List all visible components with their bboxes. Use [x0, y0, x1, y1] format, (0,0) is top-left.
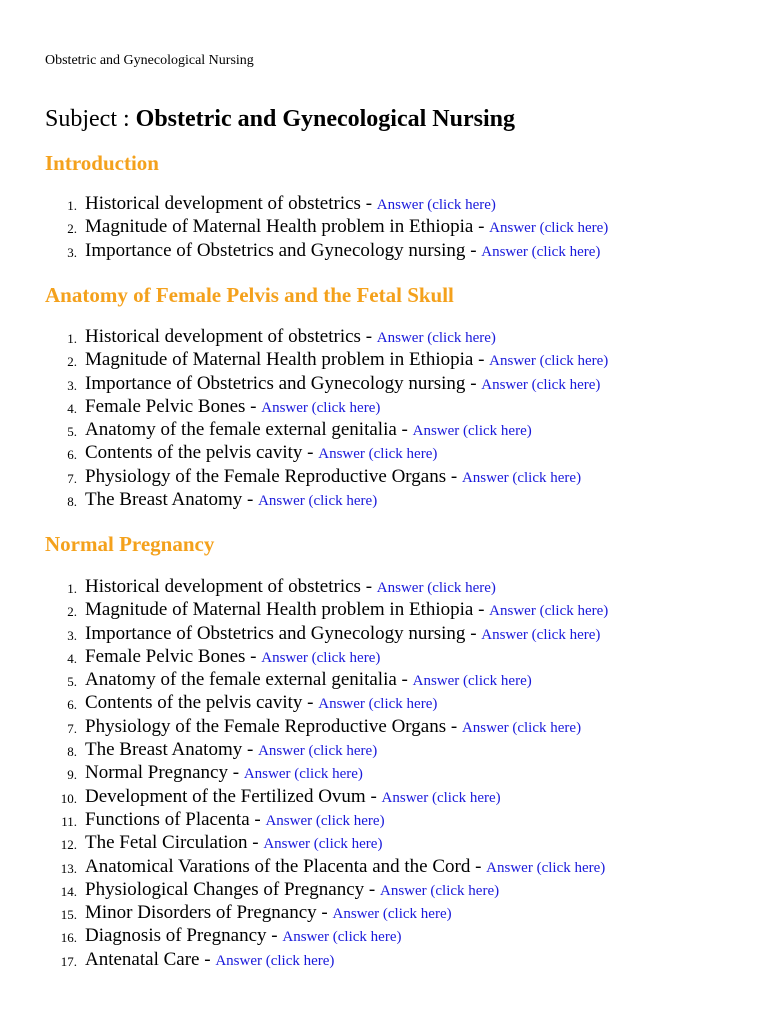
- item-title: [85, 466, 581, 489]
- running-header: Obstetric and Gynecological Nursing: [45, 53, 254, 68]
- list-item: [45, 442, 745, 465]
- topic-label: Historical development of obstetrics: [85, 326, 361, 347]
- topic-list: [45, 193, 745, 263]
- separator: -: [446, 715, 462, 737]
- answer-link[interactable]: Answer (click here): [379, 882, 500, 899]
- separator: -: [360, 576, 377, 597]
- item-title: [85, 879, 499, 902]
- separator: -: [199, 948, 216, 970]
- answer-link[interactable]: Answer (click here): [381, 789, 501, 806]
- list-item: [45, 716, 745, 739]
- separator: -: [360, 193, 377, 214]
- answer-link[interactable]: Answer (click here): [332, 906, 452, 923]
- item-title: [85, 809, 385, 832]
- topic-label: Historical development of obstetrics: [85, 576, 361, 597]
- topic-label: Anatomy of the female external genitalia: [85, 419, 397, 441]
- list-item: [45, 762, 745, 785]
- item-title: [85, 419, 532, 442]
- item-number: 2.: [67, 221, 77, 237]
- item-number: 2.: [67, 604, 77, 620]
- separator: -: [302, 692, 319, 714]
- topic-label: Magnitude of Maternal Health problem in Ethiopia: [85, 349, 474, 371]
- item-title: [85, 716, 581, 739]
- separator: -: [470, 855, 487, 877]
- answer-link[interactable]: Answer (click here): [263, 836, 383, 853]
- section-anatomy: [45, 282, 745, 512]
- item-title: [85, 373, 600, 396]
- answer-link[interactable]: Answer (click here): [258, 743, 378, 760]
- subject-line: [45, 104, 515, 134]
- list-item: [45, 326, 745, 349]
- item-number: 10.: [60, 790, 77, 806]
- separator: -: [302, 442, 319, 464]
- separator: -: [364, 878, 380, 900]
- item-title: [85, 216, 608, 239]
- list-item: [45, 396, 745, 419]
- item-number: 12.: [60, 837, 77, 853]
- topic-label: The Fetal Circulation: [85, 832, 248, 854]
- item-number: 1.: [67, 581, 77, 596]
- answer-link[interactable]: Answer (click here): [376, 197, 496, 213]
- list-item: [45, 925, 745, 948]
- topic-label: Contents of the pelvis cavity: [85, 692, 303, 714]
- item-title: [85, 349, 608, 372]
- answer-link[interactable]: Answer (click here): [412, 423, 532, 440]
- topic-label: Female Pelvic Bones: [85, 645, 246, 667]
- answer-link[interactable]: Answer (click here): [481, 243, 601, 260]
- item-title: [85, 925, 401, 948]
- topic-label: Normal Pregnancy: [85, 762, 228, 784]
- section-heading: Introduction: [45, 151, 159, 175]
- separator: -: [245, 645, 262, 667]
- item-title: [85, 442, 437, 465]
- item-number: 7.: [67, 470, 77, 486]
- answer-link[interactable]: Answer (click here): [261, 649, 381, 666]
- item-title: [85, 396, 380, 419]
- answer-link[interactable]: Answer (click here): [461, 719, 582, 736]
- item-title: [85, 856, 605, 879]
- topic-label: The Breast Anatomy: [85, 489, 243, 511]
- item-number: 4.: [67, 650, 77, 666]
- list-item: [45, 240, 745, 263]
- item-title: [85, 762, 363, 785]
- item-number: 6.: [67, 447, 77, 463]
- topic-label: Contents of the pelvis cavity: [85, 442, 303, 464]
- list-item: [45, 879, 745, 902]
- topic-label: Development of the Fertilized Ovum: [85, 785, 366, 807]
- list-item: [45, 623, 745, 646]
- section-introduction: [45, 150, 745, 263]
- item-number: 8.: [67, 744, 77, 760]
- answer-link[interactable]: Answer (click here): [265, 812, 385, 829]
- item-title: [85, 489, 377, 512]
- topic-label: Importance of Obstetrics and Gynecology nursing: [85, 622, 466, 644]
- answer-link[interactable]: Answer (click here): [461, 469, 582, 486]
- list-item: [45, 739, 745, 762]
- topic-label: Physiological Changes of Pregnancy: [85, 878, 365, 900]
- section-normal-pregnancy: [45, 531, 745, 972]
- list-item: [45, 902, 745, 925]
- separator: -: [245, 395, 262, 417]
- answer-link[interactable]: Answer (click here): [489, 603, 609, 620]
- item-number: 3.: [67, 627, 77, 643]
- topic-list: [45, 576, 745, 972]
- answer-link[interactable]: Answer (click here): [376, 580, 496, 596]
- topic-label: Diagnosis of Pregnancy: [85, 925, 267, 947]
- list-item: [45, 419, 745, 442]
- item-number: 5.: [67, 674, 77, 690]
- list-item: [45, 786, 745, 809]
- topic-label: Historical development of obstetrics: [85, 193, 361, 214]
- item-title: [85, 623, 600, 646]
- answer-link[interactable]: Answer (click here): [489, 220, 609, 237]
- separator: -: [446, 465, 462, 487]
- answer-link[interactable]: Answer (click here): [318, 696, 438, 713]
- item-title: [85, 902, 452, 925]
- item-number: 7.: [67, 720, 77, 736]
- list-item: [45, 466, 745, 489]
- separator: -: [249, 808, 266, 830]
- list-item: [45, 373, 745, 396]
- list-item: [45, 216, 745, 239]
- item-title: [85, 193, 496, 216]
- separator: -: [396, 419, 413, 441]
- item-title: [85, 646, 380, 669]
- item-number: 1.: [67, 331, 77, 346]
- topic-label: Importance of Obstetrics and Gynecology nursing: [85, 239, 466, 261]
- item-number: 11.: [61, 813, 77, 829]
- topic-label: Physiology of the Female Reproductive Organs: [85, 715, 447, 737]
- answer-link[interactable]: Answer (click here): [412, 673, 532, 690]
- item-title: [85, 739, 377, 762]
- topic-label: Female Pelvic Bones: [85, 395, 246, 417]
- item-number: 13.: [60, 860, 77, 876]
- list-item: [45, 809, 745, 832]
- list-item: [45, 599, 745, 622]
- separator: -: [465, 622, 482, 644]
- answer-link[interactable]: Answer (click here): [258, 493, 378, 510]
- topic-label: Minor Disorders of Pregnancy: [85, 902, 317, 924]
- topic-label: The Breast Anatomy: [85, 739, 243, 761]
- list-item: [45, 669, 745, 692]
- section-heading: Anatomy of Female Pelvis and the Fetal Skull: [45, 283, 454, 307]
- list-item: [45, 193, 745, 216]
- answer-link[interactable]: Answer (click here): [486, 859, 606, 876]
- separator: -: [360, 326, 377, 347]
- list-item: [45, 646, 745, 669]
- topic-label: Functions of Placenta: [85, 808, 250, 830]
- item-number: 6.: [67, 697, 77, 713]
- answer-link[interactable]: Answer (click here): [243, 766, 363, 783]
- item-title: [85, 669, 532, 692]
- answer-link[interactable]: Answer (click here): [261, 399, 381, 416]
- list-item: [45, 692, 745, 715]
- item-title: [85, 599, 608, 622]
- item-number: 15.: [60, 907, 77, 923]
- separator: -: [227, 762, 244, 784]
- item-number: 3.: [67, 377, 77, 393]
- item-title: [85, 326, 496, 349]
- item-number: 4.: [67, 400, 77, 416]
- answer-link[interactable]: Answer (click here): [481, 376, 601, 393]
- topic-label: Magnitude of Maternal Health problem in Ethiopia: [85, 599, 474, 621]
- item-title: [85, 576, 496, 599]
- list-item: [45, 489, 745, 512]
- item-number: 5.: [67, 424, 77, 440]
- item-number: 3.: [67, 244, 77, 260]
- item-number: 2.: [67, 354, 77, 370]
- separator: -: [247, 832, 264, 854]
- subject-title: Obstetric and Gynecological Nursing: [135, 106, 515, 132]
- item-number: 17.: [60, 953, 77, 969]
- separator: -: [473, 599, 490, 621]
- topic-label: Antenatal Care: [85, 948, 200, 970]
- separator: -: [242, 739, 259, 761]
- separator: -: [465, 239, 482, 261]
- item-title: [85, 832, 382, 855]
- item-title: [85, 240, 600, 263]
- topic-label: Magnitude of Maternal Health problem in Ethiopia: [85, 216, 474, 238]
- answer-link[interactable]: Answer (click here): [489, 353, 609, 370]
- item-number: 1.: [67, 198, 77, 213]
- list-item: [45, 856, 745, 879]
- list-item: [45, 949, 745, 972]
- answer-link[interactable]: Answer (click here): [318, 446, 438, 463]
- separator: -: [396, 669, 413, 691]
- item-number: 16.: [60, 930, 77, 946]
- item-number: 8.: [67, 494, 77, 510]
- topic-label: Anatomy of the female external genitalia: [85, 669, 397, 691]
- separator: -: [365, 785, 382, 807]
- topic-list: [45, 326, 745, 512]
- topic-label: Anatomical Varations of the Placenta and the Cord: [85, 855, 471, 877]
- answer-link[interactable]: Answer (click here): [215, 952, 335, 969]
- item-title: [85, 692, 437, 715]
- list-item: [45, 349, 745, 372]
- separator: -: [473, 349, 490, 371]
- item-number: 9.: [67, 767, 77, 783]
- list-item: [45, 832, 745, 855]
- separator: -: [465, 372, 482, 394]
- separator: -: [316, 902, 333, 924]
- answer-link[interactable]: Answer (click here): [481, 626, 601, 643]
- subject-label: Subject :: [45, 106, 136, 132]
- separator: -: [266, 925, 283, 947]
- answer-link[interactable]: Answer (click here): [376, 330, 496, 346]
- list-item: [45, 576, 745, 599]
- answer-link[interactable]: Answer (click here): [282, 929, 402, 946]
- separator: -: [473, 216, 490, 238]
- topic-label: Physiology of the Female Reproductive Organs: [85, 465, 447, 487]
- section-heading: Normal Pregnancy: [45, 532, 215, 556]
- topic-label: Importance of Obstetrics and Gynecology nursing: [85, 372, 466, 394]
- item-number: 14.: [60, 883, 77, 899]
- item-title: [85, 786, 501, 809]
- separator: -: [242, 489, 259, 511]
- item-title: [85, 949, 334, 972]
